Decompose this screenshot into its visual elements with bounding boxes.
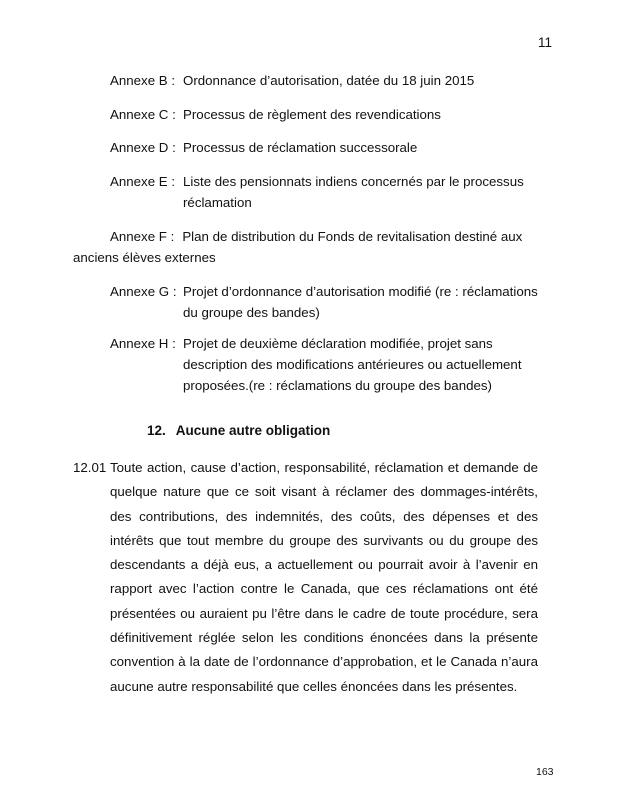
annex-label: Annexe F :	[110, 229, 175, 244]
section-number: 12.	[147, 423, 166, 438]
annex-item-h	[110, 333, 540, 396]
annex-item-e	[110, 171, 540, 213]
header-page-number: 11	[538, 35, 553, 50]
annex-description: Projet d’ordonnance d’autorisation modifié (re : réclamations du groupe des bandes)	[183, 284, 538, 320]
section-heading	[147, 423, 330, 438]
annex-item-c	[110, 104, 550, 125]
annex-label: Annexe G :	[110, 284, 177, 299]
annex-item-b	[110, 70, 550, 91]
annex-label: Annexe H :	[110, 336, 176, 351]
clause-text: Toute action, cause d’action, responsabilité, réclamation et demande de quelque nature que ce soit visant à réclamer des dommages-intérêts, des contributions, des indemnités, des coûts, des dépenses et des intérêts que tout membre du groupe des survivants ou du groupe des descendants a déjà eus, a actuellement ou pourrait avoir à l’avenir en rapport avec l’action contre le Canada, que ces réclamations ont été présentées ou auraient pu l’être dans le cadre de toute procédure, sera définitivement réglée selon les conditions énoncées dans la présente convention à la date de l’ordonnance d’approbation, et le Canada n’aura aucune autre responsabilité que celles énoncées dans les présentes.	[110, 460, 538, 694]
annex-item-g	[110, 281, 550, 323]
footer-page-number: 163	[536, 766, 554, 778]
annex-label: Annexe E :	[110, 174, 176, 189]
section-title: Aucune autre obligation	[175, 423, 331, 438]
annex-label: Annexe B :	[110, 73, 176, 88]
annex-description: Processus de règlement des revendications	[183, 107, 441, 122]
annex-label: Annexe D :	[110, 140, 176, 155]
annex-description: Plan de distribution du Fonds de revitalisation destiné aux anciens élèves externes	[73, 229, 523, 265]
annex-description: Processus de réclamation successorale	[183, 140, 418, 155]
annex-item-d	[110, 137, 550, 158]
clause-number: 12.01	[73, 460, 107, 475]
annex-description: Projet de deuxième déclaration modifiée, projet sans description des modifications antérieures ou actuellement proposées.(re : réclamations du groupe des bandes)	[183, 336, 522, 393]
annex-label: Annexe C :	[110, 107, 176, 122]
annex-description: Ordonnance d’autorisation, datée du 18 juin 2015	[183, 73, 475, 88]
annex-item-f	[73, 226, 543, 268]
annex-description: Liste des pensionnats indiens concernés par le processus réclamation	[183, 174, 524, 210]
clause-12-01	[73, 456, 538, 699]
